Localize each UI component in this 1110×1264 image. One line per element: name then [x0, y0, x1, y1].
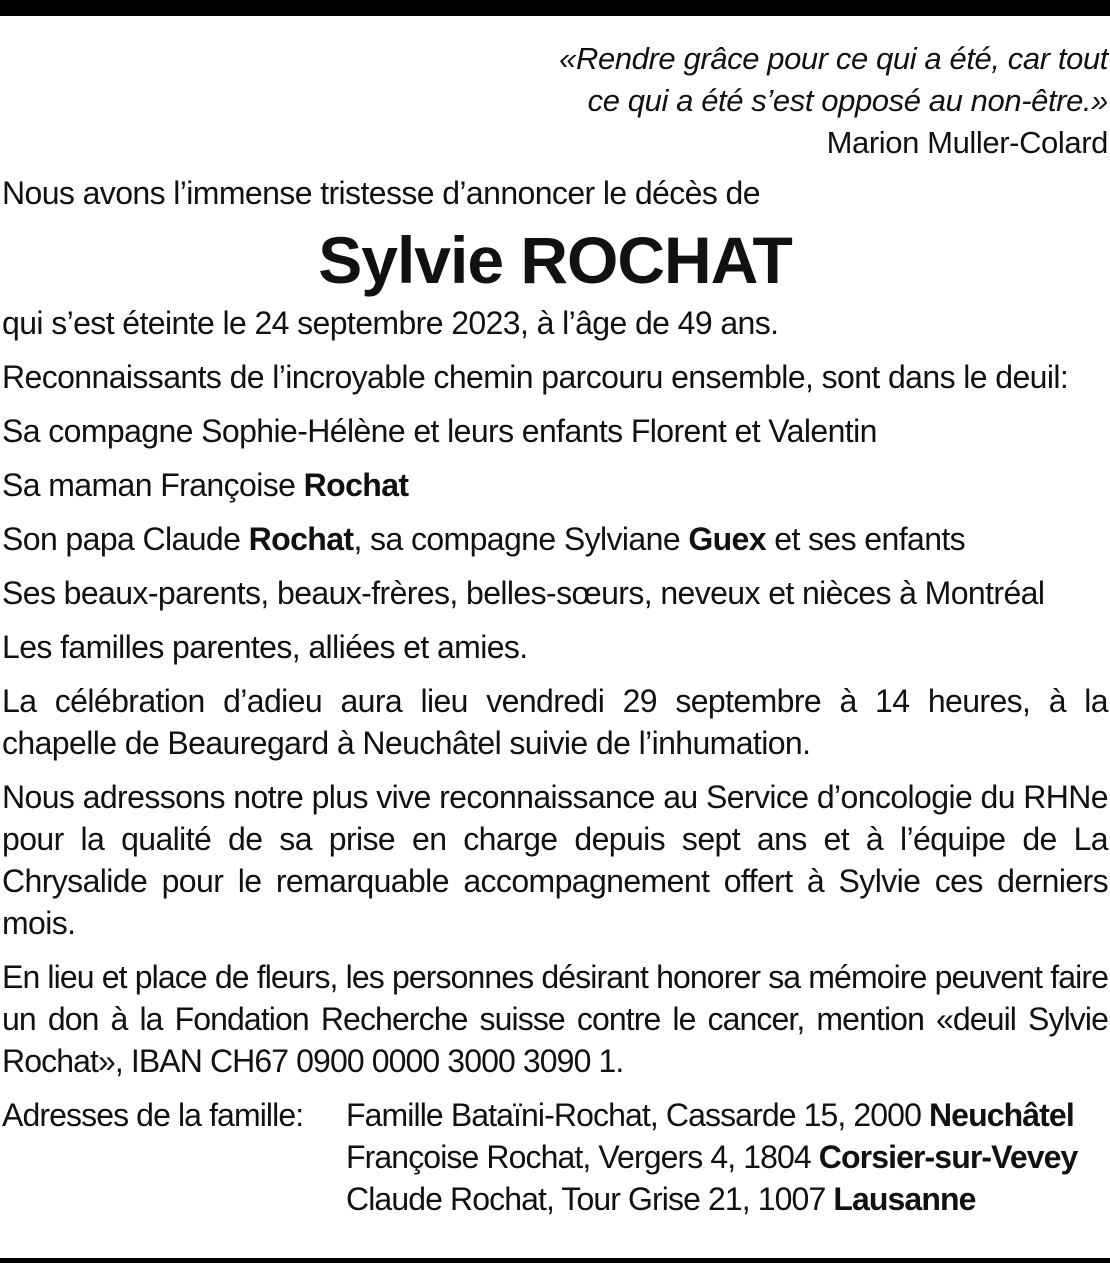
mourner-line: Sa compagne Sophie-Hélène et leurs enfants Florent et Valentin	[2, 413, 877, 449]
donation-paragraph: En lieu et place de fleurs, les personnes désirant honorer sa mémoire peuvent faire un don à la Fondation Recherche suisse contre le cancer, mention «deuil Sylvie Rochat», IBAN CH67 0900 0000 3000 3090 1.	[2, 959, 1108, 1079]
bottom-border-rule	[0, 1258, 1110, 1263]
deceased-name: Sylvie ROCHAT	[318, 223, 792, 297]
mourners-intro: Reconnaissants de l’incroyable chemin parcouru ensemble, sont dans le deuil:	[2, 359, 1069, 395]
address-text: Françoise Rochat, Vergers 4, 1804	[346, 1139, 819, 1175]
mourner-text: Son papa Claude	[2, 521, 249, 557]
mourner-line: Ses beaux-parents, beaux-frères, belles-sœurs, neveux et nièces à Montréal	[2, 575, 1045, 611]
addresses-label: Adresses de la famille:	[2, 1097, 304, 1133]
address-line	[346, 1178, 1108, 1220]
ceremony-paragraph: La célébration d’adieu aura lieu vendredi 29 septembre à 14 heures, à la chapelle de Beauregard à Neuchâtel suivie de l’inhumation.	[2, 683, 1108, 761]
addresses-list	[346, 1094, 1108, 1220]
address-line	[346, 1136, 1108, 1178]
epigraph-line-2: ce qui a été s’est opposé au non-être.»	[587, 83, 1108, 118]
family-addresses	[2, 1094, 1108, 1220]
mourner-surname: Rochat	[303, 467, 409, 503]
epigraph-line-1: «Rendre grâce pour ce qui a été, car tout	[559, 41, 1108, 76]
mourner-line: Les familles parentes, alliées et amies.	[2, 629, 528, 665]
address-city: Lausanne	[833, 1181, 976, 1217]
mourner-text: , sa compagne Sylviane	[353, 521, 689, 557]
top-border-rule	[0, 0, 1110, 16]
mourner-line	[2, 518, 1108, 560]
address-city: Corsier-sur-Vevey	[818, 1139, 1078, 1175]
epigraph	[2, 38, 1108, 164]
obituary-notice	[2, 38, 1108, 1220]
mourner-surname: Guex	[688, 521, 766, 557]
announcement-intro: Nous avons l’immense tristesse d’annoncer le décès de	[2, 175, 760, 211]
address-line	[346, 1094, 1108, 1136]
address-text: Famille Bataïni-Rochat, Cassarde 15, 2000	[346, 1097, 929, 1133]
thanks-paragraph: Nous adressons notre plus vive reconnaissance au Service d’oncologie du RHNe pour la qualité de sa prise en charge depuis sept ans et à l’équipe de La Chrysalide pour le remarquable accompagnement offert à Sylvie ces derniers mois.	[2, 779, 1108, 941]
mourner-surname: Rochat	[248, 521, 354, 557]
death-info: qui s’est éteinte le 24 septembre 2023, à l’âge de 49 ans.	[2, 305, 779, 341]
address-city: Neuchâtel	[928, 1097, 1074, 1133]
epigraph-author: Marion Muller-Colard	[826, 125, 1108, 160]
mourner-line	[2, 464, 1108, 506]
mourner-text: Sa maman Françoise	[2, 467, 304, 503]
mourner-text: et ses enfants	[765, 521, 966, 557]
address-text: Claude Rochat, Tour Grise 21, 1007	[346, 1181, 834, 1217]
